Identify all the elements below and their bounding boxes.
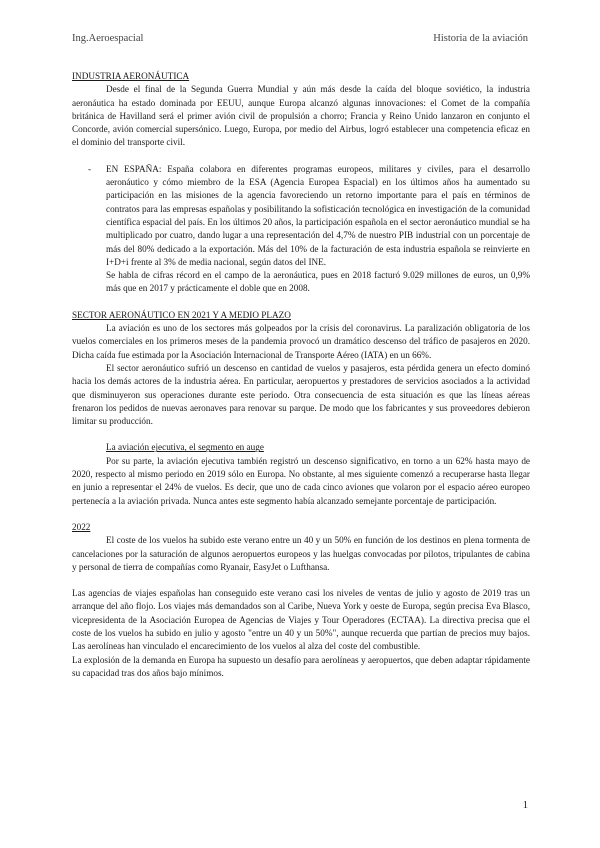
- subheading-aviacion-ejecutiva: La aviación ejecutiva, el segmento en auge: [106, 442, 264, 453]
- paragraph: Se habla de cifras récord en el campo de la aeronáutica, pues en 2018 facturó 9.029 millones de euros, un 0,9% más que en 2017 y prácticamente el doble que en 2008.: [106, 270, 530, 294]
- bullet-dash: -: [88, 163, 92, 174]
- header-left: Ing.Aeroespacial: [72, 33, 144, 44]
- page-number: 1: [522, 800, 528, 811]
- header-right: Historia de la aviación: [433, 33, 528, 44]
- paragraph: Las agencias de viajes españolas han conseguido este verano casi los niveles de ventas de julio y agosto de 2019 tras un arranque del año flojo. Los viajes más demandados son al Caribe, Nueva York y oeste de Europa, según precisa Eva Blasco, vicepresidenta de la Asociación Europea de Agencias de Viajes y Tour Operadores (ECTAA). La directiva precisa que el coste de los vuelos ha subido en julio y agosto "entre un 40 y un 50%", aunque recuerda que partían de precios muy bajos. Las aerolíneas han vinculado el encarecimiento de los vuelos al alza del coste del combustible.: [72, 588, 530, 652]
- paragraph: El sector aeronáutico sufrió un descenso en cantidad de vuelos y pasajeros, esta pérdida genera un efecto dominó hacia los demás actores de la industria aérea. En particular, aeropuertos y prestadores de servicios asociados a la actividad que disminuyeron sus operaciones durante este periodo. Otra consecuencia de esta situación es que las líneas aéreas frenaron los pedidos de nuevas aeronaves para renovar su parque. De modo que los fabricantes y sus proveedores debieron limitar su producción.: [72, 362, 530, 427]
- paragraph: La explosión de la demanda en Europa ha supuesto un desafío para aerolíneas y aeropuertos, que deben adaptar rápidamente su capacidad tras dos años bajo mínimos.: [72, 654, 530, 678]
- paragraph: Por su parte, la aviación ejecutiva también registró un descenso significativo, en torno a un 62% hasta mayo de 2020, respecto al mismo periodo en 2019 sólo en Europa. No obstante, al mes siguiente comenzó a recuperarse hasta llegar en junio a representar el 24% de vuelos. Es decir, que uno de cada cinco aviones que volaron por el espacio aéreo europeo pertenecía a la aviación privada. Nunca antes este segmento había alcanzado semejante porcentaje de participación.: [72, 455, 530, 506]
- bullet-item: [72, 163, 530, 269]
- document-body: [72, 70, 530, 680]
- page-header: [72, 33, 528, 47]
- section-heading-sector-2021: SECTOR AERONÁUTICO EN 2021 Y A MEDIO PLAZO: [72, 309, 291, 320]
- paragraph: Desde el final de la Segunda Guerra Mundial y aún más desde la caída del bloque soviético, la industria aeronáutica ha estado dominada por EEUU, aunque Europa alcanzó algunas innovaciones: el Comet de la compañía británica de Havilland será el primer avión civil de propulsión a chorro; Francia y Reino Unido lanzaron en conjunto el Concorde, avión comercial supersónico. Luego, Europa, por medio del Airbus, logró establecer una competencia eficaz en el dominio del transporte civil.: [72, 84, 530, 148]
- section-heading-2022: 2022: [72, 521, 91, 532]
- paragraph: La aviación es uno de los sectores más golpeados por la crisis del coronavirus. La paralización obligatoria de los vuelos comerciales en los primeros meses de la pandemia provocó un dramático descenso del tráfico de pasajeros en 2020. Dicha caída fue estimada por la Asociación Internacional de Transporte Aéreo (IATA) en un 66%.: [72, 323, 530, 360]
- paragraph: El coste de los vuelos ha subido este verano entre un 40 y un 50% en función de los destinos en plena tormenta de cancelaciones por la saturación de algunos aeropuertos europeos y las huelgas convocadas por pilotos, tripulantes de cabina y personal de tierra de compañías como Ryanair, EasyJet o Lufthansa.: [72, 535, 530, 572]
- section-heading-industria: INDUSTRIA AERONÁUTICA: [72, 71, 190, 81]
- bullet-text: EN ESPAÑA: España colabora en diferentes programas europeos, militares y civiles, para el desarrollo aeronáutico y cómo miembro de la ESA (Agencia Europea Espacial) en los últimos años ha aumentado su participación en las misiones de la agencia favoreciendo un retorno importante para el país en términos de contratos para las empresas españolas y posibilitando la sofisticación tecnológica en investigación de la comunidad científica espacial del país. En los últimos 20 años, la participación española en el sector aeronáutico mundial se ha multiplicado por cuatro, dando lugar a una representación del 4,7% de nuestro PIB industrial con un porcentaje de más del 80% dedicado a la exportación. Más del 10% de la facturación de esta industria española se reinvierte en I+D+i frente al 3% de media nacional, según datos del INE.: [106, 163, 530, 267]
